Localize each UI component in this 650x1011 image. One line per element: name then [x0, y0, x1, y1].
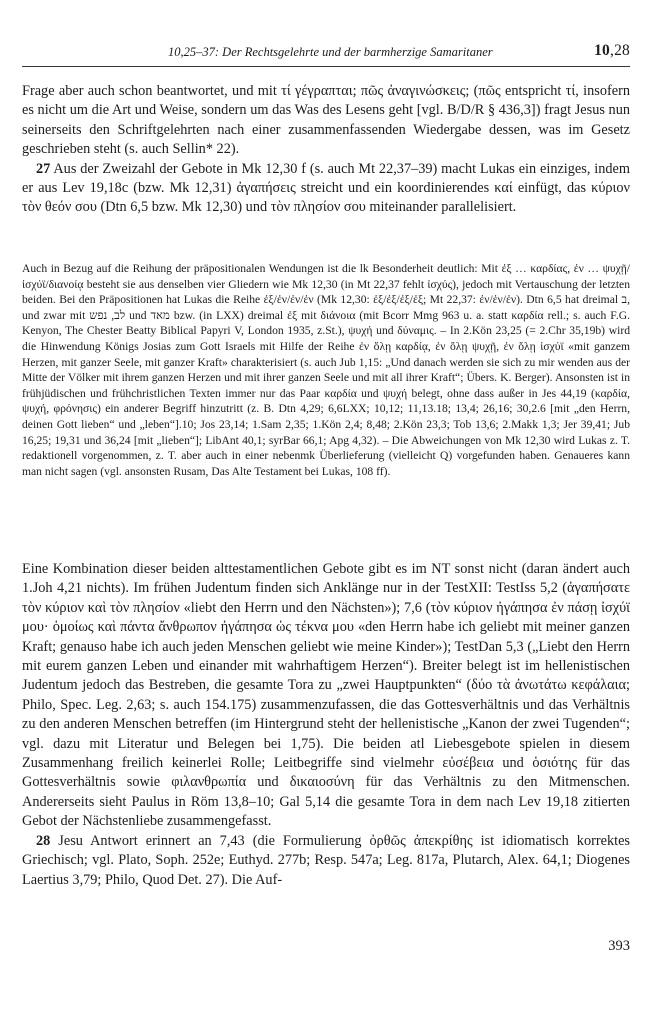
verse-number: 27: [36, 160, 51, 177]
paragraph: Eine Kombination dieser beiden alttestamentlichen Gebote gibt es im NT sonst nicht (daran ändert auch 1.Joh 4,21 nichts). Im frühen Judentum finden sich Anklänge nur in der TestXII: TestIss 5,2 (ἀγαπήσατε τὸν κύριον καὶ τὸν πλησίον «liebt den Herrn und den Nächsten»); 7,6 (τὸν κύριον ἠγάπησα ἐν πάσῃ ἰσχύϊ μου· ὁμοίως καὶ πάντα ἄνθρωπον ἠγάπησα ὡς τέκνα μου «den Herrn habe ich geliebt mit meiner ganzen Kraft; genauso habe ich auch jeden Menschen geliebt wie meine Kinder»); TestDan 5,3 („Liebt den Herrn mit eurem ganzen Leben und einander mit wahrhaftigem Herzen“). Breiter belegt ist im hellenistischen Judentum jedoch das Bestreben, die gesamte Tora zu „zwei Hauptpunkten“ (δύο τὰ ἀνωτάτω κεφάλαια; Philo, Spec. Leg. 2,63; s. auch 154.175) zusammenzufassen, die das Gottesverhältnis und das Verhältnis zu den anderen Menschen betreffen (im Hintergrund steht der hellenistische „Kanon der zwei Tugenden“; vgl. dazu mit Literatur und Belegen bei 1,75). Die beiden atl Liebesgebote spielen in diesem Zusammenhang freilich keinerlei Rolle; Leitbegriffe sind vielmehr εὐσέβεια und ὁσιότης für das Gottesverhältnis sowie φιλανθρωπία und δικαιοσύνη für das Verhältnis zu den Mitmenschen. Andererseits sieht Paulus in Röm 13,8–10; Gal 5,14 die gesamte Tora in dem nach Lev 19,18 zitierten Gebot der Nächstenliebe zusammengefasst.: [22, 561, 630, 830]
body-text-block-2: [22, 560, 630, 890]
page-number: 393: [608, 938, 630, 954]
note-paragraph: Auch in Bezug auf die Reihung der präpositionalen Wendungen ist die lk Besonderheit deutlich: Mit ἐξ … καρδίας, ἐν … ψυχῇ/ἰσχύϊ/διανοίᾳ besteht sie aus denselben vier Gliedern wie Mk 12,30 (in Mt 22,37 fehlt ἰσχύς), jedoch mit Vertauschung der letzten beiden. Bei den Präpositionen hat Lukas die Reihe ἐξ/ἐν/ἐν/ἐν (Mk 12,30: ἐξ/ἐξ/ἐξ/ἐξ; Mt 22,37: ἐν/ἐν/ἐν). Dtn 6,5 hat dreimal ב, und zwar mit לב, נפש und מאד bzw. (in LXX) dreimal ἐξ mit διάνοια (mit Bcorr Mmg 963 u. a. statt καρδία rell.; s. auch F.G. Kenyon, The Chester Beatty Biblical Papyri V, London 1935, z.St.), ψυχή und δύναμις. – In 2.Kön 23,25 (= 2.Chr 35,19b) wird die Hinwendung Königs Josias zum Gott Israels mit Hilfe der Reihe ἐν ὅλῃ καρδίᾳ, ἐν ὅλῃ ψυχῇ, ἐν ὅλῃ ἰσχύϊ «mit ganzem Herzen, mit ganzer Seele, mit ganzer Kraft» charakterisiert (s. auch Jub 1,15: „Und danach werden sie sich zu mir wenden aus der Mitte der Völker mit ihrem ganzen Herzen und mit ihrer ganzen Seele und mit all ihrer Kraft“; Übers. K. Berger). Ansonsten ist in frühjüdischen und frühchristlichen Texten immer nur das Paar καρδία und ψυχή belegt, ohne dass außer in Jes 44,19 (καρδία, ψυχή, φρόνησις) ein anderer Begriff hinzutritt (z. B. Dtn 4,29; 6,6LXX; 10,12; 11,13.18; 13,4; 26,16; 30,2.6 [mit „den Herrn, deinen Gott lieben“ und „leben“].10; Jos 23,14; 1.Sam 2,35; 1.Kön 2,4; 8,48; 2.Kön 23,3; Tob 13,6; 2.Makk 1,3; Jer 39,41; Jub 16,25; 19,31 und 36,24 [mit „lieben“]; LibAnt 40,1; syrBar 66,1; Apg 4,32). – Die Abweichungen von Mk 12,30 wird Lukas z. T. redaktionell vorgenommen, z. T. aber auch in einer nebenmk Überlieferung (vielleicht Q) vorgefunden haben. Genaueres kann man nicht sagen (vgl. ansonsten Rusam, Das Alte Testament bei Lukas, 108 ff).: [22, 262, 630, 478]
section-number-rest: ,28: [610, 42, 630, 59]
running-title: 10,25–37: Der Rechtsgelehrte und der barmherzige Samaritaner: [168, 45, 493, 59]
small-print-note: [22, 261, 630, 479]
running-header: [22, 40, 630, 67]
paragraph-verse-28: [22, 832, 630, 890]
body-text-block-1: [22, 82, 630, 218]
paragraph-verse-27: [22, 160, 630, 218]
paragraph-text: Aus der Zweizahl der Gebote in Mk 12,30 f (s. auch Mt 22,37–39) macht Lukas ein einziges, indem er aus Lev 19,18c (bzw. Mk 12,31) ἀγαπήσεις streicht und ein koordinierendes καί einfügt, das κύριον τὸν θεόν σου (Dtn 6,5 bzw. Mk 12,30) und τὸν πλησίον σου miteinander parallelisiert.: [22, 160, 630, 216]
paragraph: Frage aber auch schon beantwortet, und mit τί γέγραπται; πῶς ἀναγινώσκεις; (πῶς entspricht τί, insofern es nicht um die Art und Weise, sondern um das Was des Lesens geht [vgl. B/D/R § 436,3]) fragt Jesus nun seinerseits den Schriftgelehrten nach einer zusammenfassenden Wiedergabe dessen, was im Gesetz geschrieben steht (s. auch Sellin* 22).: [22, 83, 630, 158]
paragraph-text: Jesu Antwort erinnert an 7,43 (die Formulierung ὀρθῶς ἀπεκρίθης ist idiomatisch korrektes Griechisch; vgl. Plato, Soph. 252e; Euthyd. 277b; Resp. 547a; Leg. 817a, Plutarch, Alex. 64,1; Diogenes Laertius 3,79; Philo, Quod Det. 27). Die Auf-: [22, 832, 630, 888]
verse-number: 28: [36, 832, 51, 849]
section-number: [594, 42, 630, 60]
section-number-bold: 10: [594, 42, 611, 59]
